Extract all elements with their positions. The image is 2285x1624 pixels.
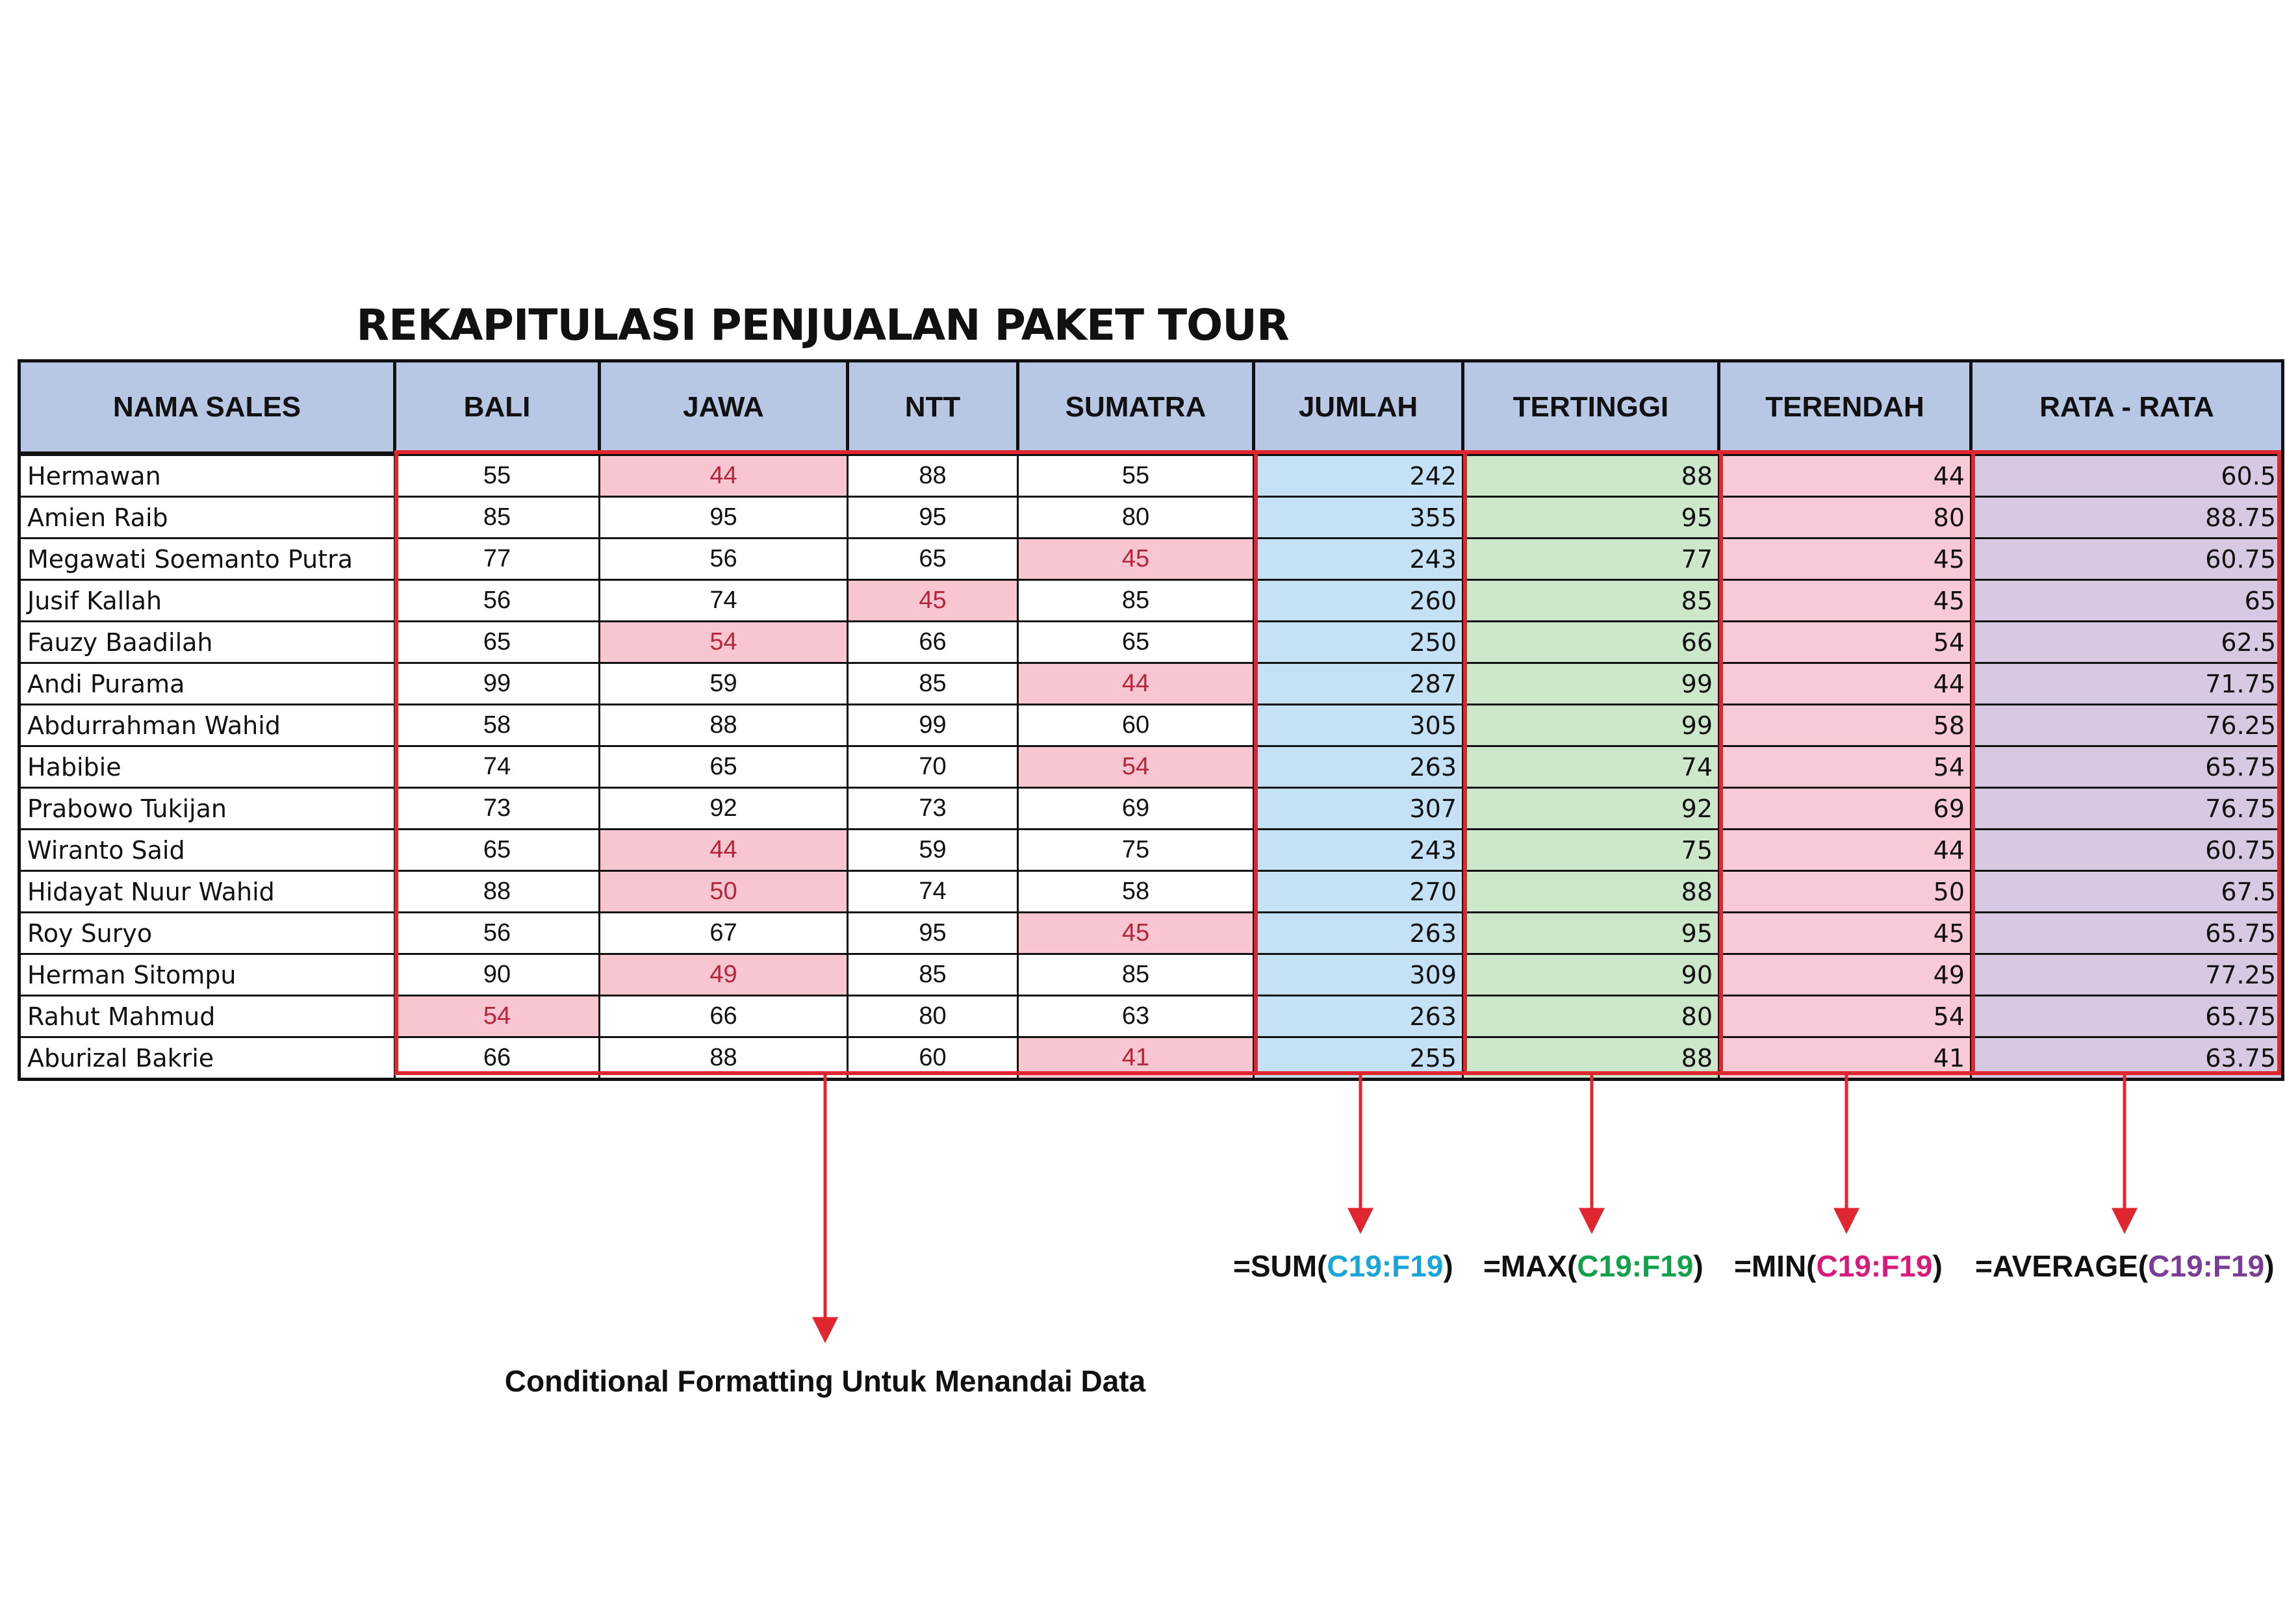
jawa-cell[interactable]: 44 bbox=[600, 454, 848, 497]
terendah-cell[interactable]: 54 bbox=[1719, 746, 1971, 788]
rata-cell[interactable]: 76.75 bbox=[1971, 788, 2283, 830]
ntt-cell[interactable]: 85 bbox=[848, 954, 1018, 996]
sales-name-cell[interactable]: Megawati Soemanto Putra bbox=[19, 539, 395, 580]
tertinggi-cell[interactable]: 90 bbox=[1463, 954, 1719, 996]
jawa-cell[interactable]: 50 bbox=[600, 871, 848, 913]
sumatra-cell[interactable]: 85 bbox=[1018, 580, 1254, 622]
sales-name-cell[interactable]: Rahut Mahmud bbox=[19, 996, 395, 1037]
jawa-cell[interactable]: 56 bbox=[600, 539, 848, 580]
bali-cell[interactable]: 56 bbox=[395, 580, 600, 622]
terendah-cell[interactable]: 45 bbox=[1719, 913, 1971, 954]
sumatra-cell[interactable]: 65 bbox=[1018, 622, 1254, 663]
bali-cell[interactable]: 90 bbox=[395, 954, 600, 996]
jawa-cell[interactable]: 95 bbox=[600, 497, 848, 539]
sales-name-cell[interactable]: Hidayat Nuur Wahid bbox=[19, 871, 395, 913]
sales-name-cell[interactable]: Amien Raib bbox=[19, 497, 395, 539]
header-bali[interactable]: BALI bbox=[395, 361, 600, 454]
sum-formula: =SUM(C19:F19) bbox=[1233, 1249, 1453, 1283]
sales-name-cell[interactable]: Hermawan bbox=[19, 454, 395, 497]
terendah-cell[interactable]: 44 bbox=[1719, 454, 1971, 497]
sumatra-cell[interactable]: 45 bbox=[1018, 539, 1254, 580]
ntt-cell[interactable]: 95 bbox=[848, 913, 1018, 954]
tertinggi-cell[interactable]: 88 bbox=[1463, 454, 1719, 497]
sales-name-cell[interactable]: Fauzy Baadilah bbox=[19, 622, 395, 663]
header-terendah[interactable]: TERENDAH bbox=[1719, 361, 1971, 454]
ntt-cell[interactable]: 80 bbox=[848, 996, 1018, 1037]
bali-cell[interactable]: 56 bbox=[395, 913, 600, 954]
page-title: REKAPITULASI PENJUALAN PAKET TOUR bbox=[356, 300, 1289, 350]
terendah-cell[interactable]: 69 bbox=[1719, 788, 1971, 830]
sumatra-cell[interactable]: 55 bbox=[1018, 454, 1254, 497]
ntt-cell[interactable]: 99 bbox=[848, 705, 1018, 746]
terendah-cell[interactable]: 80 bbox=[1719, 497, 1971, 539]
sales-name-cell[interactable]: Roy Suryo bbox=[19, 913, 395, 954]
min-formula: =MIN(C19:F19) bbox=[1734, 1249, 1943, 1283]
terendah-cell[interactable]: 44 bbox=[1719, 663, 1971, 705]
terendah-cell[interactable]: 45 bbox=[1719, 580, 1971, 622]
ntt-cell[interactable]: 70 bbox=[848, 746, 1018, 788]
terendah-cell[interactable]: 50 bbox=[1719, 871, 1971, 913]
rata-cell[interactable]: 88.75 bbox=[1971, 497, 2283, 539]
sumatra-cell[interactable]: 41 bbox=[1018, 1037, 1254, 1080]
tertinggi-cell[interactable]: 75 bbox=[1463, 830, 1719, 871]
rata-cell[interactable]: 71.75 bbox=[1971, 663, 2283, 705]
tertinggi-cell[interactable]: 85 bbox=[1463, 580, 1719, 622]
jumlah-cell[interactable]: 255 bbox=[1254, 1037, 1463, 1080]
jumlah-cell[interactable]: 355 bbox=[1254, 497, 1463, 539]
arrowhead-conditional-formatting bbox=[815, 1319, 836, 1339]
sumatra-cell[interactable]: 58 bbox=[1018, 871, 1254, 913]
jumlah-cell[interactable]: 263 bbox=[1254, 913, 1463, 954]
header-tertinggi[interactable]: TERTINGGI bbox=[1463, 361, 1719, 454]
bali-cell[interactable]: 54 bbox=[395, 996, 600, 1037]
max-formula: =MAX(C19:F19) bbox=[1483, 1249, 1704, 1283]
tertinggi-cell[interactable]: 74 bbox=[1463, 746, 1719, 788]
rata-cell[interactable]: 65.75 bbox=[1971, 913, 2283, 954]
jawa-cell[interactable]: 67 bbox=[600, 913, 848, 954]
jumlah-cell[interactable]: 242 bbox=[1254, 454, 1463, 497]
sales-name-cell[interactable]: Prabowo Tukijan bbox=[19, 788, 395, 830]
ntt-cell[interactable]: 65 bbox=[848, 539, 1018, 580]
jawa-cell[interactable]: 54 bbox=[600, 622, 848, 663]
jawa-cell[interactable]: 49 bbox=[600, 954, 848, 996]
sumatra-cell[interactable]: 45 bbox=[1018, 913, 1254, 954]
jawa-cell[interactable]: 65 bbox=[600, 746, 848, 788]
sales-name-cell[interactable]: Herman Sitompu bbox=[19, 954, 395, 996]
sumatra-cell[interactable]: 80 bbox=[1018, 497, 1254, 539]
bali-cell[interactable]: 65 bbox=[395, 622, 600, 663]
ntt-cell[interactable]: 66 bbox=[848, 622, 1018, 663]
sales-name-cell[interactable]: Abdurrahman Wahid bbox=[19, 705, 395, 746]
jumlah-cell[interactable]: 309 bbox=[1254, 954, 1463, 996]
rata-cell[interactable]: 65.75 bbox=[1971, 996, 2283, 1037]
jumlah-cell[interactable]: 243 bbox=[1254, 539, 1463, 580]
tertinggi-cell[interactable]: 99 bbox=[1463, 663, 1719, 705]
jawa-cell[interactable]: 66 bbox=[600, 996, 848, 1037]
terendah-cell[interactable]: 58 bbox=[1719, 705, 1971, 746]
bali-cell[interactable]: 55 bbox=[395, 454, 600, 497]
tertinggi-cell[interactable]: 95 bbox=[1463, 913, 1719, 954]
tertinggi-cell[interactable]: 88 bbox=[1463, 1037, 1719, 1080]
bali-cell[interactable]: 77 bbox=[395, 539, 600, 580]
header-jumlah[interactable]: JUMLAH bbox=[1254, 361, 1463, 454]
arrowhead-min bbox=[1836, 1210, 1857, 1230]
header-sumatra[interactable]: SUMATRA bbox=[1018, 361, 1254, 454]
ntt-cell[interactable]: 73 bbox=[848, 788, 1018, 830]
jumlah-cell[interactable]: 263 bbox=[1254, 996, 1463, 1037]
header-jawa[interactable]: JAWA bbox=[600, 361, 848, 454]
rata-cell[interactable]: 60.75 bbox=[1971, 830, 2283, 871]
rata-cell[interactable]: 77.25 bbox=[1971, 954, 2283, 996]
bali-cell[interactable]: 65 bbox=[395, 830, 600, 871]
jumlah-cell[interactable]: 250 bbox=[1254, 622, 1463, 663]
sumatra-cell[interactable]: 60 bbox=[1018, 705, 1254, 746]
sumatra-cell[interactable]: 44 bbox=[1018, 663, 1254, 705]
bali-cell[interactable]: 88 bbox=[395, 871, 600, 913]
jumlah-cell[interactable]: 305 bbox=[1254, 705, 1463, 746]
terendah-cell[interactable]: 49 bbox=[1719, 954, 1971, 996]
conditional-formatting-note: Conditional Formatting Untuk Menandai Data bbox=[504, 1364, 1146, 1398]
tertinggi-cell[interactable]: 66 bbox=[1463, 622, 1719, 663]
arrowhead-sum bbox=[1350, 1210, 1371, 1230]
header-rata-rata[interactable]: RATA - RATA bbox=[1971, 361, 2283, 454]
header-ntt[interactable]: NTT bbox=[848, 361, 1018, 454]
sumatra-cell[interactable]: 54 bbox=[1018, 746, 1254, 788]
jawa-cell[interactable]: 44 bbox=[600, 830, 848, 871]
ntt-cell[interactable]: 45 bbox=[848, 580, 1018, 622]
ntt-cell[interactable]: 88 bbox=[848, 454, 1018, 497]
sumatra-cell[interactable]: 69 bbox=[1018, 788, 1254, 830]
tertinggi-cell[interactable]: 92 bbox=[1463, 788, 1719, 830]
jumlah-cell[interactable]: 263 bbox=[1254, 746, 1463, 788]
sumatra-cell[interactable]: 75 bbox=[1018, 830, 1254, 871]
bali-cell[interactable]: 85 bbox=[395, 497, 600, 539]
ntt-cell[interactable]: 95 bbox=[848, 497, 1018, 539]
jawa-cell[interactable]: 88 bbox=[600, 1037, 848, 1080]
tertinggi-cell[interactable]: 95 bbox=[1463, 497, 1719, 539]
terendah-cell[interactable]: 41 bbox=[1719, 1037, 1971, 1080]
rata-cell[interactable]: 67.5 bbox=[1971, 871, 2283, 913]
sales-name-cell[interactable]: Wiranto Said bbox=[19, 830, 395, 871]
arrowhead-max bbox=[1581, 1210, 1602, 1230]
jumlah-cell[interactable]: 307 bbox=[1254, 788, 1463, 830]
header-nama-sales[interactable]: NAMA SALES bbox=[19, 361, 395, 454]
bali-cell[interactable]: 58 bbox=[395, 705, 600, 746]
average-formula: =AVERAGE(C19:F19) bbox=[1975, 1249, 2275, 1283]
sales-name-cell[interactable]: Andi Purama bbox=[19, 663, 395, 705]
jawa-cell[interactable]: 74 bbox=[600, 580, 848, 622]
tertinggi-cell[interactable]: 99 bbox=[1463, 705, 1719, 746]
ntt-cell[interactable]: 74 bbox=[848, 871, 1018, 913]
sales-name-cell[interactable]: Jusif Kallah bbox=[19, 580, 395, 622]
sales-name-cell[interactable]: Habibie bbox=[19, 746, 395, 788]
terendah-cell[interactable]: 44 bbox=[1719, 830, 1971, 871]
rata-cell[interactable]: 60.75 bbox=[1971, 539, 2283, 580]
rata-cell[interactable]: 76.25 bbox=[1971, 705, 2283, 746]
jumlah-cell[interactable]: 270 bbox=[1254, 871, 1463, 913]
jumlah-cell[interactable]: 243 bbox=[1254, 830, 1463, 871]
sumatra-cell[interactable]: 85 bbox=[1018, 954, 1254, 996]
ntt-cell[interactable]: 59 bbox=[848, 830, 1018, 871]
rata-cell[interactable]: 62.5 bbox=[1971, 622, 2283, 663]
bali-cell[interactable]: 74 bbox=[395, 746, 600, 788]
tertinggi-cell[interactable]: 80 bbox=[1463, 996, 1719, 1037]
bali-cell[interactable]: 66 bbox=[395, 1037, 600, 1080]
terendah-cell[interactable]: 45 bbox=[1719, 539, 1971, 580]
jumlah-cell[interactable]: 287 bbox=[1254, 663, 1463, 705]
bali-cell[interactable]: 99 bbox=[395, 663, 600, 705]
arrowhead-average bbox=[2114, 1210, 2135, 1230]
jawa-cell[interactable]: 92 bbox=[600, 788, 848, 830]
terendah-cell[interactable]: 54 bbox=[1719, 996, 1971, 1037]
terendah-cell[interactable]: 54 bbox=[1719, 622, 1971, 663]
jawa-cell[interactable]: 59 bbox=[600, 663, 848, 705]
tertinggi-cell[interactable]: 88 bbox=[1463, 871, 1719, 913]
sumatra-cell[interactable]: 63 bbox=[1018, 996, 1254, 1037]
sales-name-cell[interactable]: Aburizal Bakrie bbox=[19, 1037, 395, 1080]
rata-cell[interactable]: 63.75 bbox=[1971, 1037, 2283, 1080]
ntt-cell[interactable]: 60 bbox=[848, 1037, 1018, 1080]
bali-cell[interactable]: 73 bbox=[395, 788, 600, 830]
ntt-cell[interactable]: 85 bbox=[848, 663, 1018, 705]
jumlah-cell[interactable]: 260 bbox=[1254, 580, 1463, 622]
rata-cell[interactable]: 60.5 bbox=[1971, 454, 2283, 497]
rata-cell[interactable]: 65 bbox=[1971, 580, 2283, 622]
rata-cell[interactable]: 65.75 bbox=[1971, 746, 2283, 788]
jawa-cell[interactable]: 88 bbox=[600, 705, 848, 746]
tertinggi-cell[interactable]: 77 bbox=[1463, 539, 1719, 580]
